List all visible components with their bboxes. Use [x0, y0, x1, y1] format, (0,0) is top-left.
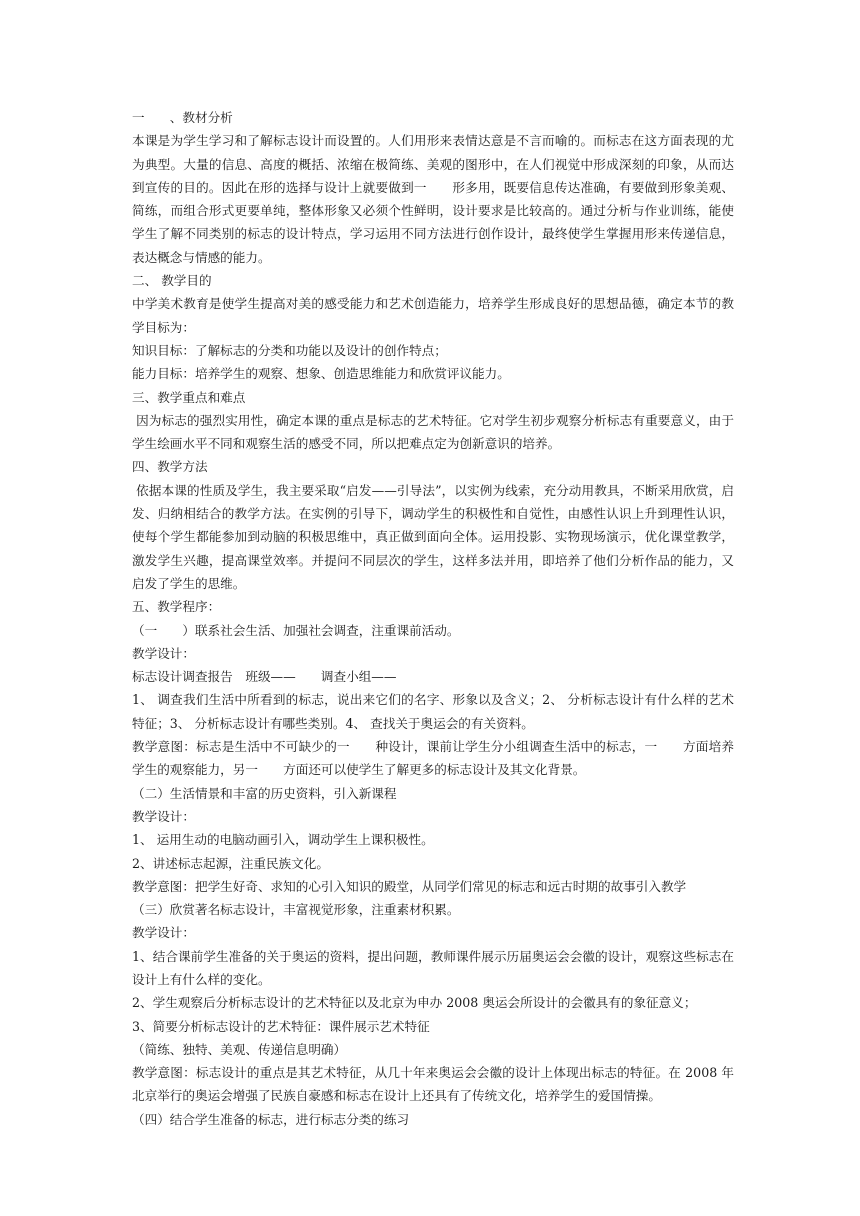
paragraph-origin: 2、讲述标志起源，注重民族文化。 — [132, 855, 329, 871]
paragraph-beijing-emblem: 2、学生观察后分析标志设计的艺术特征以及北京为申办 2008 奥运会所设计的会徽具有的象征意义； — [132, 995, 697, 1011]
paragraph-intent-2: 教学意图：把学生好奇、求知的心引入知识的殿堂，从同学们常见的标志和远古时期的故事引入教学 — [132, 878, 687, 894]
paragraph-design-label-2: 教学设计： — [132, 808, 195, 824]
paragraph-key-points: 因为标志的强烈实用性，确定本课的重点是标志的艺术特征。它对学生初步观察分析标志有重要意义，由于学生绘画水平不同和观察生活的感受不同，所以把难点定为创新意识的培养。 — [132, 412, 734, 452]
paragraph-intent-1: 教学意图：标志是生活中不可缺少的一 种设计，课前让学生分小组调查生活中的标志，一 方面培养学生的观察能力，另一 方面还可以使学生了解更多的标志设计及其文化背景。 — [132, 739, 734, 778]
paragraph-step-one: （一 ）联系社会生活、加强社会调查，注重课前活动。 — [132, 622, 460, 638]
paragraph-teaching-purpose: 中学美术教育是使学生提高对美的感受能力和艺术创造能力，培养学生形成良好的思想品德，确定本节的教学目标为： — [132, 296, 734, 335]
paragraph-animation-intro: 1、 运用生动的电脑动画引入，调动学生上课积极性。 — [132, 832, 434, 848]
section-heading-teaching-procedure: 五、教学程序： — [132, 599, 221, 615]
paragraph-feature-list: （简练、独特、美观、传递信息明确） — [132, 1041, 347, 1057]
section-heading-key-points: 三、教学重点和难点 — [132, 389, 246, 405]
section-heading-textbook-analysis: 一 、教材分析 — [132, 110, 233, 125]
section-heading-teaching-method: 四、教学方法 — [132, 459, 208, 475]
paragraph-step-two: （二）生活情景和丰富的历史资料，引入新课程 — [132, 785, 397, 801]
paragraph-survey-tasks: 1、 调查我们生活中所看到的标志，说出来它们的名字、形象以及含义；2、 分析标志设计有什么样的艺术特征；3、 分析标志设计有哪些类别。4、 查找关于奥运会的有关资料。 — [132, 692, 734, 731]
paragraph-survey-report: 标志设计调查报告 班级—— 调查小组—— — [132, 669, 397, 685]
document-page — [132, 106, 734, 1131]
paragraph-intent-3: 教学意图：标志设计的重点是其艺术特征，从几十年来奥运会会徽的设计上体现出标志的特征。在 2008 年北京举行的奥运会增强了民族自豪感和标志在设计上还具有了传统文化，培养学生的爱国情操。 — [132, 1065, 734, 1104]
paragraph-ability-goal: 能力目标：培养学生的观察、想象、创造思维能力和欣赏评议能力。 — [132, 366, 510, 382]
paragraph-teaching-method: 依据本课的性质及学生，我主要采取“启发——引导法”，以实例为线索，充分动用教具，不断采用欣赏，启发、归纳相结合的教学方法。在实例的引导下，调动学生的积极性和自觉性，由感性认识上升到理性认识，使每个学生都能参加到动脑的积极思维中，真正做到面向全体。运用投影、实物现场演示，优化课堂教学，激发学生兴趣，提高课堂效率。并提问不同层次的学生，这样多法并用，即培养了他们分析作品的能力，又启发了学生的思维。 — [132, 482, 734, 591]
paragraph-knowledge-goal: 知识目标：了解标志的分类和功能以及设计的创作特点； — [132, 342, 447, 358]
paragraph-step-four: （四）结合学生准备的标志，进行标志分类的练习 — [132, 1111, 410, 1127]
paragraph-textbook-analysis: 本课是为学生学习和了解标志设计而设置的。人们用形来表情达意是不言而喻的。而标志在这方面表现的尤为典型。大量的信息、高度的概括、浓缩在极简练、美观的图形中，在人们视觉中形成深刻的印象，从而达到宣传的目的。因此在形的选择与设计上就要做到一 形多用，既要信息传达准确，有要做到形象美观、简练，而组合形式更要单纯，整体形象又必须个性鲜明，设计要求是比较高的。通过分析与作业训练，能使学生了解不同类别的标志的设计特点，学习运用不同方法进行创作设计，最终使学生掌握用形来传递信息，表达概念与情感的能力。 — [132, 133, 734, 265]
paragraph-step-three: （三）欣赏著名标志设计，丰富视觉形象，注重素材积累。 — [132, 902, 460, 918]
section-heading-teaching-purpose: 二、 教学目的 — [132, 273, 212, 289]
paragraph-olympic-emblems: 1、结合课前学生准备的关于奥运的资料，提出问题，教师课件展示历届奥运会会徽的设计，观察这些标志在设计上有什么样的变化。 — [132, 948, 734, 987]
paragraph-art-features: 3、简要分析标志设计的艺术特征：课件展示艺术特征 — [132, 1018, 430, 1034]
paragraph-design-label-3: 教学设计： — [132, 925, 195, 941]
paragraph-design-label-1: 教学设计： — [132, 645, 195, 661]
